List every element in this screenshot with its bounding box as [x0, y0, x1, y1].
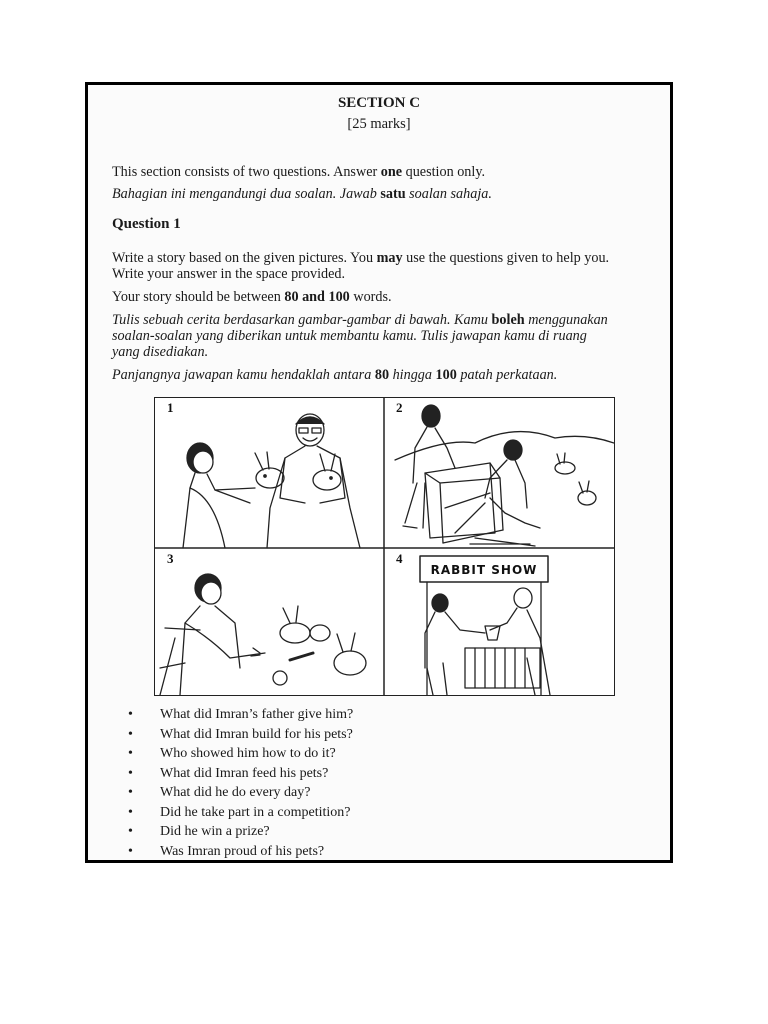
guide-question: • What did Imran’s father give him?	[128, 705, 353, 725]
rabbit-show-sign: RABBIT SHOW	[430, 563, 538, 577]
panel-label-1: 1	[167, 400, 174, 415]
word-limit-english: Your story should be between 80 and 100 words.	[112, 289, 392, 305]
panel-label-3: 3	[167, 551, 174, 566]
section-title: SECTION C	[337, 95, 421, 111]
picture-grid	[155, 398, 614, 695]
instruction-english-1: Write a story based on the given pictures. You may use the questions given to help you.	[112, 250, 610, 266]
question-heading: Question 1	[112, 216, 181, 232]
intro-english: This section consists of two questions. Answer one question only.	[112, 164, 486, 180]
exam-page	[85, 82, 673, 863]
panel-1-illustration	[183, 414, 360, 548]
instruction-malay-3: yang disediakan.	[112, 344, 209, 360]
instruction-malay-2: soalan-soalan yang diberikan untuk membantu kamu. Tulis jawapan kamu di ruang	[112, 328, 587, 344]
section-marks: [25 marks]	[347, 116, 411, 132]
guide-question: • Who showed him how to do it?	[128, 744, 353, 764]
panel-4-illustration	[420, 556, 550, 695]
intro-malay: Bahagian ini mengandungi dua soalan. Jawab satu soalan sahaja.	[112, 186, 492, 202]
instruction-malay-1: Tulis sebuah cerita berdasarkan gambar-gambar di bawah. Kamu boleh menggunakan	[112, 312, 608, 328]
panel-3-illustration	[160, 574, 366, 695]
guide-question: • What did Imran feed his pets?	[128, 764, 353, 784]
panel-label-2: 2	[396, 400, 403, 415]
guide-question: • Was Imran proud of his pets?	[128, 842, 353, 862]
word-limit-malay: Panjangnya jawapan kamu hendaklah antara 80 hingga 100 patah perkataan.	[112, 367, 558, 383]
guide-question: • Did he win a prize?	[128, 822, 353, 842]
panel-label-4: 4	[396, 551, 403, 566]
panel-2-illustration	[395, 405, 614, 546]
instruction-english-2: Write your answer in the space provided.	[112, 266, 346, 282]
guide-questions-list	[128, 705, 353, 861]
guide-question: • What did he do every day?	[128, 783, 353, 803]
guide-question: • What did Imran build for his pets?	[128, 725, 353, 745]
guide-question: • Did he take part in a competition?	[128, 803, 353, 823]
picture-panels	[154, 397, 615, 696]
